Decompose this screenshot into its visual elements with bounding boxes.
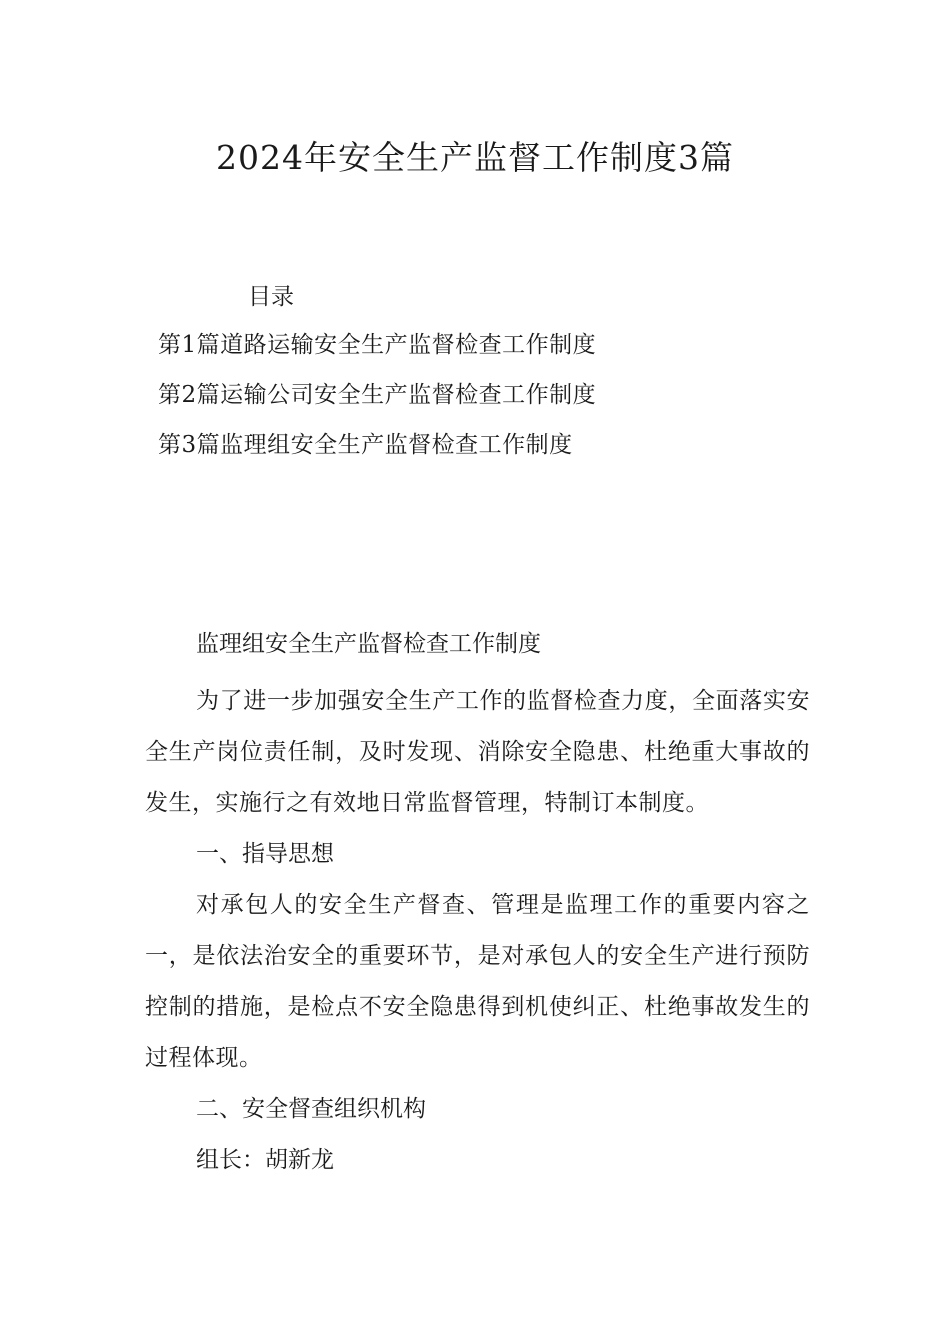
section-title: 监理组安全生产监督检查工作制度 [196,631,541,657]
group-leader-line: 组长：胡新龙 [196,1147,334,1173]
document-title: 2024年安全生产监督工作制度3篇 [216,138,734,177]
toc-item-2[interactable]: 第2篇运输公司安全生产监督检查工作制度 [158,382,597,408]
toc-heading: 目录 [248,284,294,310]
intro-paragraph: 为了进一步加强安全生产工作的监督检查力度，全面落实安全生产岗位责任制，及时发现、消除安全隐患、杜绝重大事故的发生，实施行之有效地日常监督管理，特制订本制度。 [145,688,810,816]
toc-item-3[interactable]: 第3篇监理组安全生产监督检查工作制度 [158,432,573,458]
heading-organization: 二、安全督查组织机构 [196,1096,426,1122]
toc-list [158,328,596,478]
toc-item-1[interactable]: 第1篇道路运输安全生产监督检查工作制度 [158,332,597,358]
guiding-ideology-paragraph: 对承包人的安全生产督查、管理是监理工作的重要内容之一，是依法治安全的重要环节，是对承包人的安全生产进行预防控制的措施，是检点不安全隐患得到机使纠正、杜绝事故发生的过程体现。 [145,892,810,1071]
section-body [145,625,810,1186]
heading-guiding-ideology: 一、指导思想 [196,841,334,867]
